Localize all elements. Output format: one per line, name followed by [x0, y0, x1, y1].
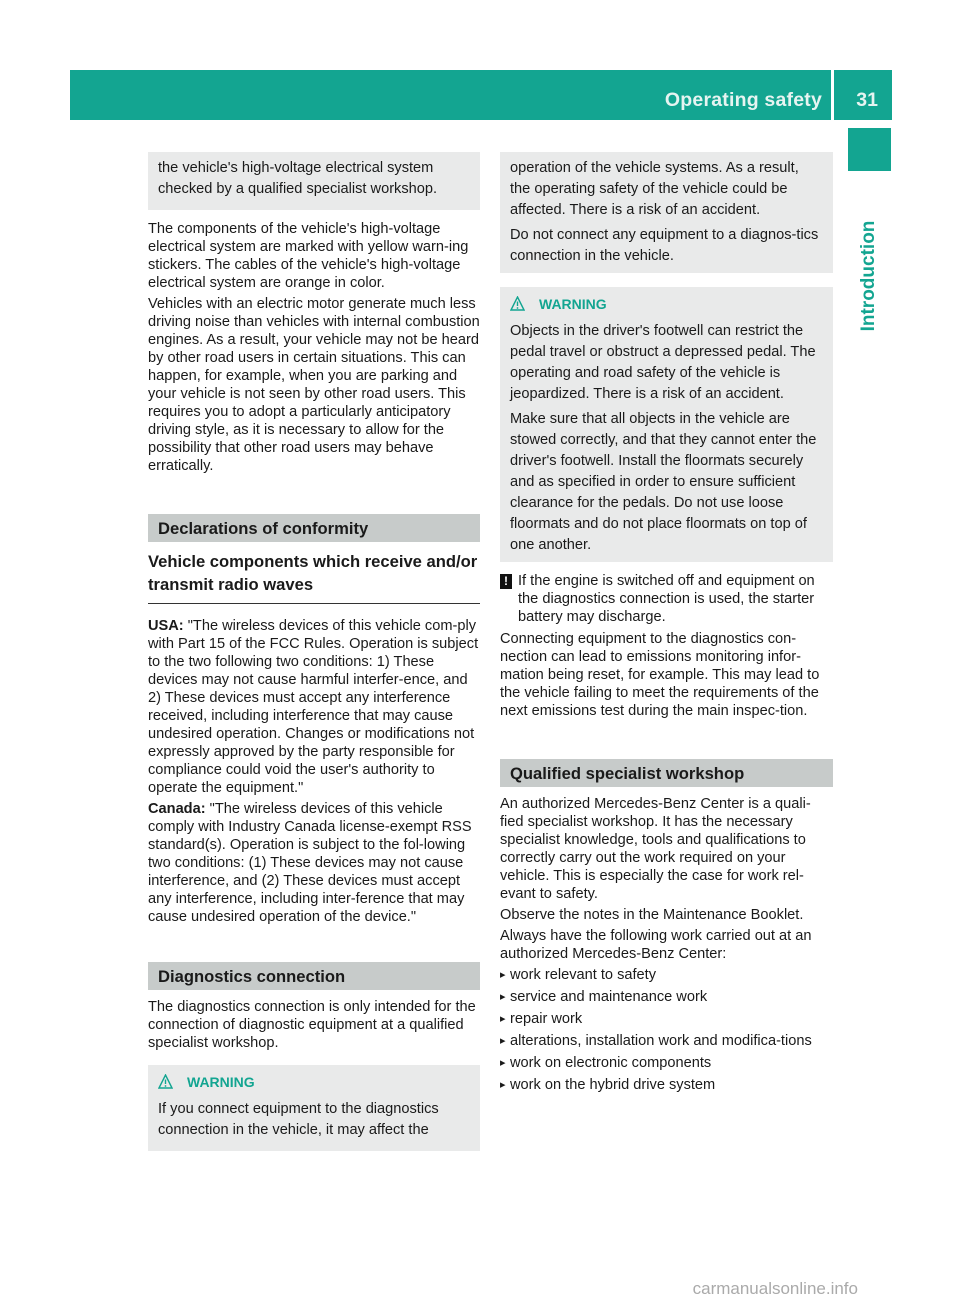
continued-warning-p1: operation of the vehicle systems. As a result, the operating safety of the vehicle could be affected. There is a risk of an accident. — [510, 160, 799, 218]
usa-label: USA: — [148, 618, 184, 634]
section-heading-workshop: Qualified specialist workshop — [500, 759, 833, 787]
warning-label: WARNING — [187, 1074, 255, 1090]
paragraph-canada — [148, 800, 480, 926]
paragraph-usa — [148, 617, 480, 797]
warning-text: If you connect equipment to the diagnostics connection in the vehicle, it may affect the — [158, 1101, 439, 1138]
subheading-radio-components: Vehicle components which receive and/or transmit radio waves — [148, 550, 480, 604]
side-tab-marker — [848, 128, 891, 171]
warning-triangle-icon — [510, 296, 525, 311]
warning-box-footwell — [500, 287, 833, 562]
warning-box-diagnostics — [148, 1065, 480, 1151]
continued-warning-text: the vehicle's high-voltage electrical system checked by a qualified specialist workshop. — [158, 160, 438, 197]
header-divider — [831, 70, 834, 120]
warning-heading — [158, 1071, 470, 1093]
canada-text: "The wireless devices of this vehicle comply with Industry Canada license-exempt RSS standard(s). Operation is subject to the fol-lowing two conditions: (1) These devices may not cause interference, and (2) These devices must accept any interference, including inter-ference that may cause undesired operation of the device." — [148, 801, 472, 925]
warning-label-footwell: WARNING — [539, 296, 607, 312]
paragraph-connecting: Connecting equipment to the diagnostics con-nection can lead to emissions monitoring infor-mation being reset, for example. This may lead to the vehicle failing to meet the requirements of the next emissions test during the main inspec-tion. — [500, 631, 820, 719]
side-tab-label: Introduction — [858, 220, 879, 332]
list-item: ▸ service and maintenance work — [500, 988, 833, 1006]
list-item: ▸ alterations, installation work and modifica-tions — [500, 1032, 833, 1050]
continued-warning-box-right — [500, 152, 833, 273]
page-header — [70, 70, 892, 120]
warning-heading-footwell — [510, 293, 823, 315]
canada-label: Canada: — [148, 801, 206, 817]
usa-text: "The wireless devices of this vehicle com-ply with Part 15 of the FCC Rules. Operation is subject to the two following two conditions: 1) These devices may not cause harmful interfer-ence, and 2) These devices must accept any interference received, including interference that may cause undesired operation. Changes or modifications not expressly approved by the party responsible for compliance could void the user's authority to operate the equipment." — [148, 618, 479, 796]
list-item: ▸ repair work — [500, 1010, 833, 1028]
warning-triangle-icon — [158, 1074, 173, 1089]
paragraph-workshop-1: An authorized Mercedes-Benz Center is a quali-fied specialist workshop. It has the necessary specialist knowledge, tools and qualifications to correctly carry out the work required on your vehicle. This is especially the case for work rel-evant to safety. — [500, 796, 811, 902]
exclamation-icon: ! — [500, 574, 512, 589]
paragraph-workshop-3: Always have the following work carried out at an authorized Mercedes-Benz Center: — [500, 928, 812, 962]
list-item: ▸ work relevant to safety — [500, 966, 833, 984]
continued-warning-box — [148, 152, 480, 210]
section-heading-conformity: Declarations of conformity — [148, 514, 480, 542]
note-battery — [500, 572, 833, 626]
workshop-list — [500, 966, 833, 1094]
warning-footwell-p2: Make sure that all objects in the vehicle are stowed correctly, and that they cannot enter the driver's footwell. Install the floormats securely and as specified in order to ensure sufficient clearance for the pedals. Do not use loose floormats and do not place floormats on top of one another. — [510, 411, 817, 553]
right-column — [500, 152, 833, 1098]
continued-warning-p2: Do not connect any equipment to a diagnos-tics connection in the vehicle. — [510, 227, 819, 264]
paragraph-workshop-2: Observe the notes in the Maintenance Booklet. — [500, 907, 804, 923]
section-heading-diagnostics: Diagnostics connection — [148, 962, 480, 990]
note-text: If the engine is switched off and equipment on the diagnostics connection is used, the starter battery may discharge. — [518, 573, 815, 625]
list-item: ▸ work on electronic components — [500, 1054, 833, 1072]
header-title: Operating safety — [664, 89, 822, 111]
paragraph-diagnostics: The diagnostics connection is only intended for the connection of diagnostic equipment at a qualified specialist workshop. — [148, 999, 476, 1051]
paragraph-components: The components of the vehicle's high-voltage electrical system are marked with yellow warn-ing stickers. The cables of the vehicle's high-voltage electrical system are orange in color. — [148, 221, 469, 291]
page-number: 31 — [856, 89, 878, 111]
left-column — [148, 152, 480, 1161]
footer-watermark: carmanualsonline.info — [692, 1279, 858, 1298]
paragraph-electric-motor: Vehicles with an electric motor generate much less driving noise than vehicles with internal combustion engines. As a result, your vehicle may not be heard by other road users in certain situations. This can happen, for example, when you are parking and your vehicle is not seen by other road users. This requires you to adopt a particularly anticipatory driving style, as it is necessary to allow for the possibility that other road users may behave erratically. — [148, 296, 480, 474]
warning-footwell-p1: Objects in the driver's footwell can restrict the pedal travel or obstruct a depressed pedal. The operating and road safety of the vehicle is jeopardized. There is a risk of an accident. — [510, 323, 816, 402]
list-item: ▸ work on the hybrid drive system — [500, 1076, 833, 1094]
